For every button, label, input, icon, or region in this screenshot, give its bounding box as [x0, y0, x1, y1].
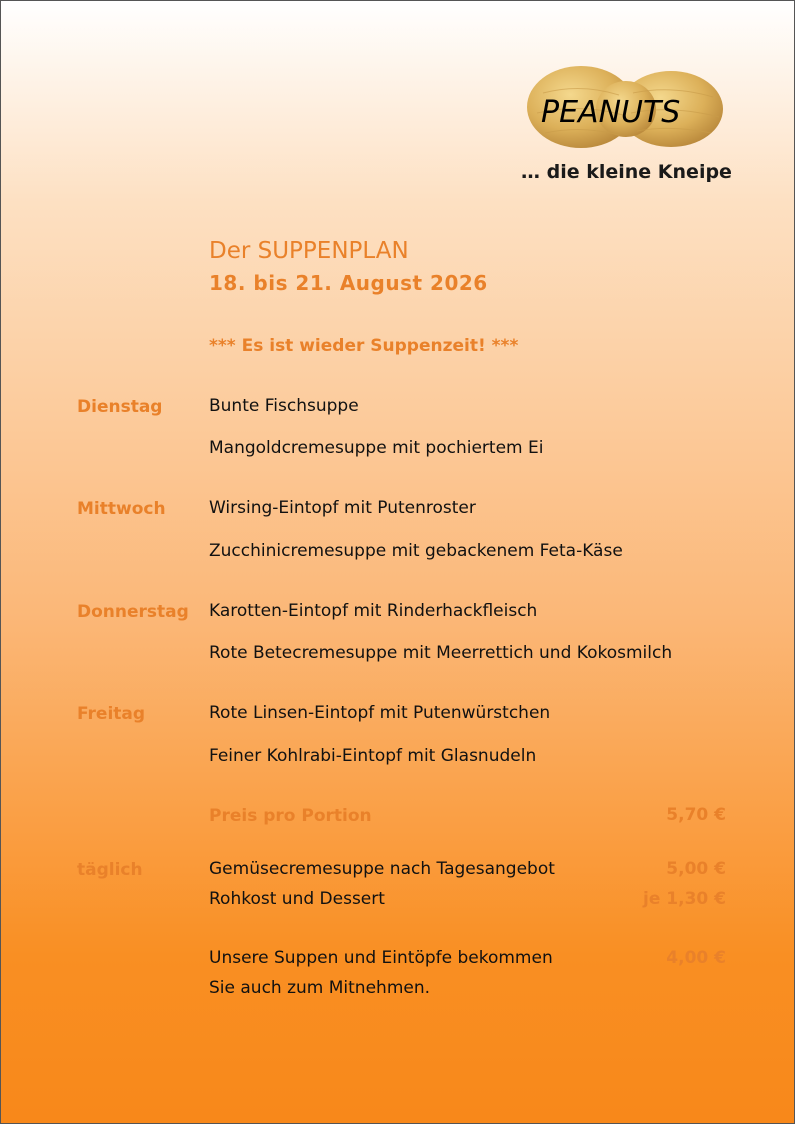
peanuts-logo	[523, 63, 725, 153]
portion-label: Preis pro Portion	[209, 806, 372, 826]
takeaway-line-2: Sie auch zum Mitnehmen.	[209, 978, 431, 998]
soup-item: Mangoldcremesuppe mit pochiertem Ei	[209, 438, 544, 458]
soup-item: Rote Linsen-Eintopf mit Putenwürstchen	[209, 703, 551, 723]
soup-item: Karotten-Eintopf mit Rinderhackfleisch	[209, 601, 538, 621]
day-label-mittwoch: Mittwoch	[77, 499, 166, 519]
soup-item: Bunte Fischsuppe	[209, 396, 359, 416]
day-label-freitag: Freitag	[77, 704, 146, 724]
daily-item-price: 5,00 €	[666, 859, 726, 879]
soup-item: Wirsing-Eintopf mit Putenroster	[209, 498, 476, 518]
takeaway-price: 4,00 €	[666, 948, 726, 968]
motto: *** Es ist wieder Suppenzeit! ***	[209, 336, 519, 356]
soup-item: Zucchinicremesuppe mit gebackenem Feta-Käse	[209, 541, 623, 561]
date-range: 18. bis 21. August 2026	[209, 271, 488, 295]
soup-item: Feiner Kohlrabi-Eintopf mit Glasnudeln	[209, 746, 537, 766]
tagline: … die kleine Kneipe	[521, 161, 732, 183]
soup-item: Rote Betecremesuppe mit Meerrettich und Kokosmilch	[209, 643, 673, 663]
day-label-dienstag: Dienstag	[77, 397, 163, 417]
portion-price: 5,70 €	[666, 805, 726, 825]
day-label-taeglich: täglich	[77, 860, 143, 880]
daily-item: Rohkost und Dessert	[209, 889, 385, 909]
logo-text: PEANUTS	[541, 95, 681, 130]
takeaway-line-1: Unsere Suppen und Eintöpfe bekommen	[209, 948, 553, 968]
page-title: Der SUPPENPLAN	[209, 238, 409, 264]
daily-item: Gemüsecremesuppe nach Tagesangebot	[209, 859, 555, 879]
day-label-donnerstag: Donnerstag	[77, 602, 189, 622]
daily-item-price: je 1,30 €	[643, 889, 726, 909]
